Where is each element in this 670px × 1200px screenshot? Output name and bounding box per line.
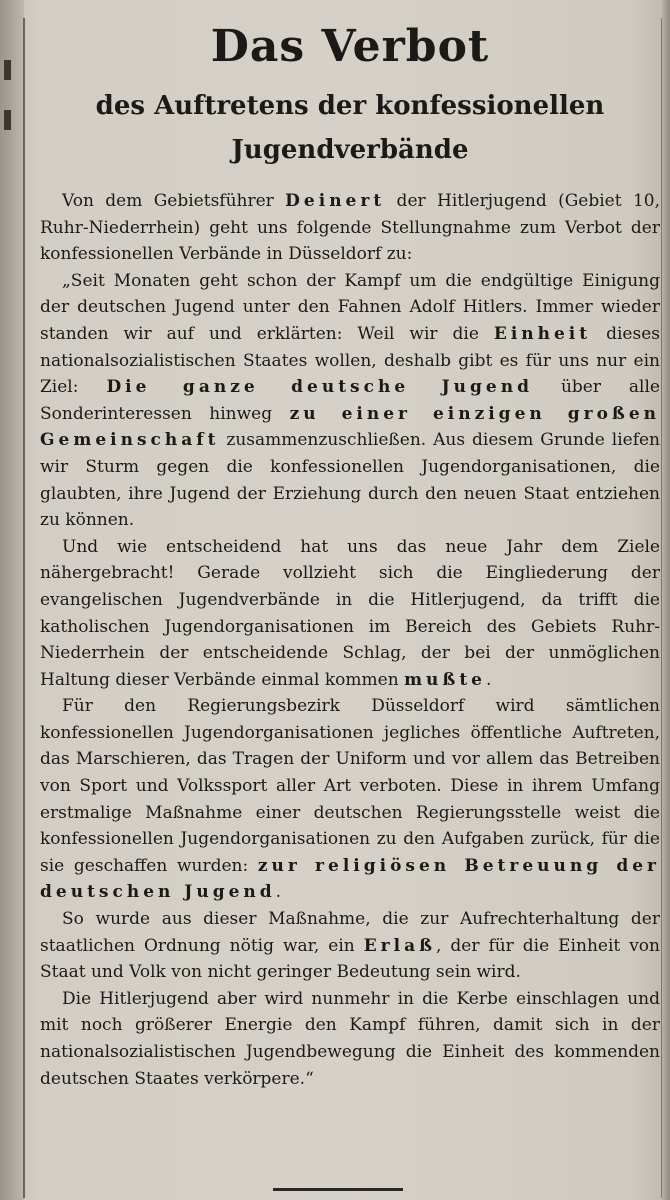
article-paragraph: [40, 986, 660, 1092]
column-rule-left: [23, 18, 25, 1198]
end-rule: [273, 1188, 403, 1191]
paragraph-text: .: [275, 882, 282, 903]
paragraph-text: über alle Sonderinteressen hinweg: [40, 377, 660, 424]
article: [40, 14, 660, 1092]
paragraph-text: Die Hitlerjugend aber wird nunmehr in die Kerbe einschlagen und mit noch größerer Energie den Kampf führen, damit sich in der nationalsozialistischen Jugendbewegung die Einheit des kommenden deutschen Staates verkörpere.“: [40, 988, 660, 1089]
article-paragraph: [40, 534, 660, 694]
emphasized-text: zur religiösen Betreuung der deutschen Jugend: [40, 855, 660, 903]
emphasized-text: zu einer einzigen großen Gemeinschaft: [40, 403, 660, 451]
paragraph-text: der Hitlerjugend (Gebiet 10, Ruhr-Niederrhein) geht uns folgende Stellungnahme zum Verbot der konfessionellen Verbände in Düsseldorf zu:: [40, 191, 660, 265]
article-body: [40, 188, 660, 1092]
article-paragraph: [40, 268, 660, 534]
headline: Das Verbot: [210, 21, 490, 72]
emphasized-text: Einheit: [493, 323, 592, 344]
article-paragraph: [40, 693, 660, 906]
paragraph-text: „Seit Monaten geht schon der Kampf um die endgültige Einigung der deutschen Jugend unter den Fahnen Adolf Hitlers. Immer wieder standen wir auf und erklärten: Weil wir die: [40, 270, 660, 344]
paragraph-text: Und wie entscheidend hat uns das neue Jahr dem Ziele nähergebracht! Gerade vollzieht sich die Eingliederung der evangelischen Jugendverbände in die Hitlerjugend, da trifft die katholischen Jugendorganisationen im Bereich des Gebiets Ruhr-Niederrhein der entscheidende Schlag, der bei der unmöglichen Haltung dieser Verbände einmal kommen: [40, 536, 660, 690]
page-edge-right: [662, 0, 670, 1200]
emphasized-text: Deinert: [285, 191, 386, 211]
emphasized-text: mußte: [404, 669, 486, 690]
paragraph-text: dieses nationalsozialistischen Staates wollen, deshalb gibt es für uns nur ein Ziel:: [40, 323, 660, 398]
adjacent-column-edge: [0, 0, 24, 1200]
article-paragraph: [40, 906, 660, 986]
paragraph-text: zusammenzuschließen. Aus diesem Grunde liefen wir Sturm gegen die konfessionellen Jugendorganisationen, die glaubten, ihre Jugend der Erziehung durch den neuen Staat entziehen zu können.: [40, 430, 660, 531]
emphasized-text: Die ganze deutsche Jugend: [106, 377, 533, 398]
article-paragraph: [40, 188, 660, 268]
bleed-mark: [4, 60, 11, 80]
paragraph-text: So wurde aus dieser Maßnahme, die zur Aufrechterhaltung der staatlichen Ordnung nötig war, ein: [40, 909, 660, 956]
paragraph-text: , der für die Einheit von Staat und Volk von nicht geringer Bedeutung sein wird.: [40, 935, 660, 983]
emphasized-text: Erlaß: [363, 935, 437, 956]
subheadline: des Auftretens der konfessionellen Jugendverbände: [95, 91, 605, 165]
paragraph-text: .: [486, 669, 492, 690]
bleed-mark: [4, 110, 11, 130]
paragraph-text: Für den Regierungsbezirk Düsseldorf wird sämtlichen konfessionellen Jugendorganisationen jegliches öffentliche Auftreten, das Marschieren, das Tragen der Uniform und vor allem das Betreiben von Sport und Volkssport aller Art verboten. Diese in ihrem Umfang erstmalige Maßnahme einer deutschen Regierungsstelle weist die konfessionellen Jugendorganisationen zu den Aufgaben zurück, für die sie geschaffen wurden:: [40, 696, 660, 876]
paragraph-text: Von dem Gebietsführer: [62, 191, 286, 211]
